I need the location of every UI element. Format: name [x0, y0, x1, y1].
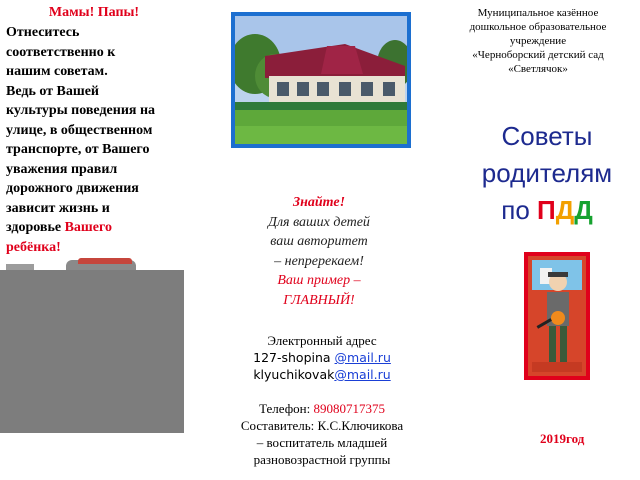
motto-line: ГЛАВНЫЙ!: [283, 292, 355, 308]
year-label: 2019год: [540, 431, 585, 446]
image-placeholder: [0, 270, 184, 433]
kindergarten-photo: [231, 12, 411, 148]
appeal-line: культуры поведения на: [6, 103, 156, 118]
appeal-line: соответственно к: [6, 44, 116, 60]
image-placeholder-accent: [78, 258, 132, 264]
motto-line: Для ваших детей: [268, 214, 370, 230]
parents-heading: Мамы! Папы!: [48, 5, 140, 20]
appeal-line: Ведь от Вашей: [6, 83, 99, 99]
parents-appeal-text: [6, 23, 182, 257]
appeal-line: ребёнка!: [6, 239, 61, 255]
appeal-line: зависит жизнь и: [6, 200, 110, 216]
email-1: 127-shopina @mail.ru: [253, 350, 391, 365]
email-2: klyuchikovak@mail.ru: [253, 367, 391, 382]
organization-name: Муниципальное казённое дошкольное образовательное учреждение «Черноборский детский сад «Светлячок»: [469, 7, 607, 75]
author-line: – воспитатель младшей: [256, 435, 388, 450]
phone-line: Телефон: 89080717375: [259, 401, 385, 416]
title-line: родителям: [481, 158, 613, 188]
know-heading: Знайте!: [292, 195, 346, 210]
motto-line: Ваш пример –: [277, 273, 361, 288]
appeal-line: дорожного движения: [6, 181, 139, 196]
author-line: Составитель: К.С.Ключикова: [240, 418, 404, 433]
author-line: разновозрастной группы: [253, 452, 391, 467]
email-2-link[interactable]: @mail.ru: [334, 367, 391, 382]
title-line: Советы: [501, 121, 593, 151]
title-line: по ПДД: [501, 195, 593, 225]
appeal-line: транспорте, от Вашего: [6, 142, 150, 157]
motto-line: – непререкаем!: [274, 253, 364, 269]
contact-block: [234, 332, 410, 468]
motto-line: ваш авторитет: [270, 234, 368, 249]
traffic-inspector-illustration: [528, 256, 586, 376]
building-illustration: [235, 16, 407, 144]
traffic-figure-picture: [524, 252, 590, 380]
appeal-line: Отнеситесь: [6, 25, 80, 40]
appeal-line: здоровье Вашего: [6, 220, 112, 235]
left-column: [6, 4, 182, 257]
email-1-link[interactable]: @mail.ru: [334, 350, 391, 365]
appeal-line: нашим советам.: [6, 64, 108, 79]
brochure-title: [454, 118, 640, 229]
motto-block: [234, 193, 404, 310]
phone-number: 89080717375: [313, 401, 385, 416]
appeal-line: улице, в общественном: [6, 122, 153, 138]
appeal-line: уважения правил: [6, 161, 118, 177]
email-label: Электронный адрес: [267, 333, 377, 348]
